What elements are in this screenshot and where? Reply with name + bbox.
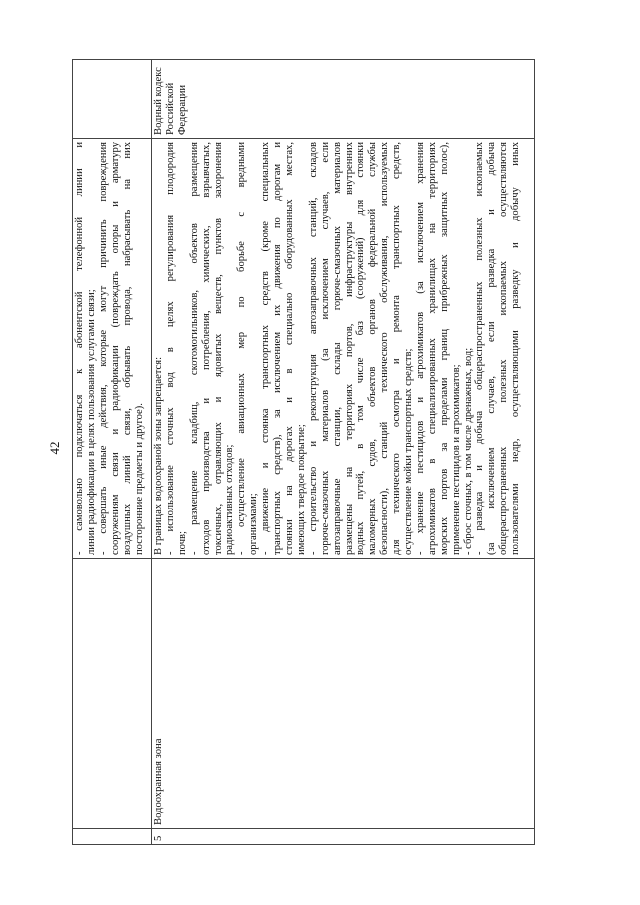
law-cell	[73, 60, 152, 139]
restriction-line: водных путей, в том числе баз (сооружений) для стоянки	[355, 142, 367, 555]
restrictions-table	[72, 59, 535, 845]
restriction-line: маломерных судов, объектов органов федеральной службы	[367, 142, 379, 555]
restriction-line: осуществление мойки транспортных средств;	[403, 348, 415, 555]
restriction-line: почв;	[176, 531, 188, 555]
restriction-line: - размещение кладбищ, скотомогильников, объектов размещения	[188, 142, 200, 555]
restriction-line: горюче-смазочных материалов (за исключением случаев, если	[319, 142, 331, 555]
restriction-line: токсичных, отравляющих и ядовитых веществ, пунктов захоронения	[212, 142, 224, 555]
restriction-line: автозаправочные станции, склады горюче-смазочных материалов	[331, 142, 343, 555]
restriction-line: - разведка и добыча общераспространенных полезных ископаемых	[474, 142, 486, 555]
restrictions-cell	[73, 139, 152, 559]
restriction-line: В границах водоохраной зоны запрещается:	[153, 356, 164, 555]
landscape-page	[72, 60, 572, 845]
restriction-line: общераспространенных полезных ископаемых осуществляются	[498, 142, 510, 555]
restriction-line: радиоактивных отходов;	[224, 444, 236, 555]
restriction-line: - самовольно подключаться к абонентской телефонной линии и	[74, 142, 85, 555]
restriction-line: воздушных линий связи, обрывать провода, набрасывать на них	[121, 142, 133, 555]
restriction-line: сооружениям связи и радиофикации (повреждать опоры и арматуру	[109, 142, 121, 555]
restriction-line: - движение и стоянка транспортных средств (кроме специальных	[260, 142, 272, 555]
restriction-line: транспортных средств), за исключением их движения по дорогам и	[272, 142, 284, 555]
zone-cell	[73, 559, 152, 829]
restriction-line: безопасности), станций технического обслуживания, используемых	[379, 142, 391, 555]
page-number: 42	[47, 441, 62, 455]
table-row	[73, 60, 152, 845]
restriction-line: имеющих твердое покрытие;	[295, 424, 307, 555]
restriction-line: (за исключением случаев, если разведка и добыча	[486, 142, 498, 555]
restriction-line: - сброс сточных, в том числе дренажных, вод;	[462, 347, 474, 555]
restriction-line: - совершать иные действия, которые могут причинить повреждения	[97, 142, 109, 555]
restriction-line: размещены на территориях портов, инфраструктуры внутренних	[343, 142, 355, 555]
restriction-line: - осуществление авиационных мер по борьбе с вредными	[236, 142, 248, 555]
restriction-line: стоянки на дорогах и в специально оборудованных местах,	[283, 142, 295, 555]
restriction-line: пользователями недр, осуществляющими разведку и добычу иных	[510, 142, 522, 555]
table-row	[152, 60, 535, 845]
restriction-line: посторонние предметы и другое).	[133, 403, 145, 555]
restriction-line: морских портов за пределами границ прибрежных защитных полос),	[438, 142, 450, 555]
restriction-line: отходов производства и потребления, химических, взрывчатых,	[200, 142, 212, 555]
restriction-line: для технического осмотра и ремонта транспортных средств,	[391, 142, 403, 555]
restriction-line: - строительство и реконструкция автозаправочных станций, складов	[307, 142, 319, 555]
row-number-cell: 5	[152, 829, 535, 845]
restriction-line: линии радиофикации в целях пользования услугами связи;	[85, 289, 97, 555]
restriction-line: организмами;	[248, 493, 260, 555]
law-cell: Водный кодекс Российской Федерации	[152, 60, 535, 139]
restriction-line: агрохимикатов в специализированных хранилищах на территориях	[426, 142, 438, 555]
row-number-cell	[73, 829, 152, 845]
restriction-line: применение пестицидов и агрохимикатов;	[450, 364, 462, 555]
zone-cell: Водоохранная зона	[152, 559, 535, 829]
restriction-line: - хранение пестицидов и агрохимикатов (за исключением хранения	[414, 142, 426, 555]
restriction-line: - использование сточных вод в целях регулирования плодородия	[164, 142, 176, 555]
restrictions-cell	[152, 139, 535, 559]
